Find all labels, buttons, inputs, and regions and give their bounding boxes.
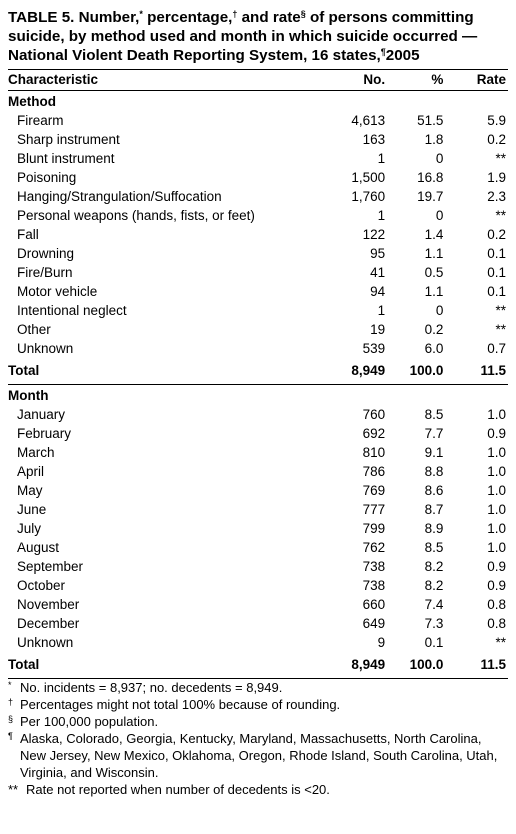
total-rate: 11.5 (443, 652, 508, 679)
table-row (8, 424, 508, 443)
table-row (8, 263, 508, 282)
row-label: Intentional neglect (17, 303, 127, 318)
cell-no: 769 (362, 483, 386, 498)
cell-no: 163 (362, 132, 386, 147)
cell-no: 95 (370, 246, 386, 261)
cell-no: 762 (362, 540, 386, 555)
table-row (8, 462, 508, 481)
cell-rate: 0.9 (487, 426, 506, 441)
footnote-marker: * (8, 680, 12, 690)
footnote (8, 713, 508, 730)
title-footnote-marker: § (300, 9, 306, 19)
row-label: Motor vehicle (17, 284, 98, 299)
cell-rate: 0.1 (487, 284, 506, 299)
row-label: February (17, 426, 72, 441)
footnote-text: Per 100,000 population. (20, 714, 159, 729)
total-label: Total (8, 358, 313, 385)
cell-pct: 0.2 (424, 322, 444, 337)
table-title (8, 8, 508, 65)
cell-no: 660 (362, 597, 386, 612)
cell-no: 1,500 (351, 170, 386, 185)
cell-pct: 0.5 (424, 265, 444, 280)
cell-pct: 1.8 (424, 132, 444, 147)
cell-pct: 16.8 (417, 170, 444, 185)
cell-rate: ** (495, 322, 506, 337)
header-pct: % (385, 70, 443, 91)
row-label: September (17, 559, 84, 574)
cell-pct: 7.7 (424, 426, 444, 441)
table-row (8, 282, 508, 301)
total-label: Total (8, 652, 313, 679)
total-no: 8,949 (313, 358, 385, 385)
cell-no: 1 (377, 208, 386, 223)
table-row (8, 225, 508, 244)
footnote-text: Rate not reported when number of decedents is <20. (26, 782, 330, 797)
row-label: July (17, 521, 42, 536)
cell-no: 4,613 (351, 113, 386, 128)
footnote-text: No. incidents = 8,937; no. decedents = 8,949. (20, 680, 283, 695)
footnote-marker: § (8, 714, 14, 724)
table-row (8, 187, 508, 206)
cell-pct: 0.1 (424, 635, 444, 650)
cell-rate: 1.0 (487, 502, 506, 517)
table-row (8, 149, 508, 168)
cell-no: 1 (377, 303, 386, 318)
footnote (8, 679, 508, 696)
table-row (8, 339, 508, 358)
table-row (8, 576, 508, 595)
cell-no: 1,760 (351, 189, 386, 204)
footnote (8, 781, 508, 798)
cell-pct: 8.9 (424, 521, 444, 536)
cell-no: 738 (362, 578, 386, 593)
table-row (8, 538, 508, 557)
row-label: August (17, 540, 60, 555)
cell-rate: 0.7 (487, 341, 506, 356)
cell-rate: ** (495, 635, 506, 650)
cell-rate: 0.2 (487, 132, 506, 147)
row-label: Unknown (17, 635, 74, 650)
total-rate: 11.5 (443, 358, 508, 385)
row-label: March (17, 445, 55, 460)
title-footnote-marker: ¶ (380, 47, 386, 57)
total-pct: 100.0 (385, 652, 443, 679)
footnote-text: Alaska, Colorado, Georgia, Kentucky, Maryland, Massachusetts, North Carolina, New Jersey, New Mexico, Oklahoma, Oregon, Rhode Island, South Carolina, Utah, Virginia, and Wisconsin. (20, 731, 498, 780)
footnote (8, 730, 508, 781)
cell-pct: 1.1 (424, 246, 444, 261)
cell-rate: 5.9 (487, 113, 506, 128)
row-label: Sharp instrument (17, 132, 120, 147)
footnote-marker: ** (8, 782, 19, 797)
table-row (8, 614, 508, 633)
cell-rate: 0.1 (487, 265, 506, 280)
cell-no: 777 (362, 502, 386, 517)
cell-pct: 1.1 (424, 284, 444, 299)
table-row (8, 500, 508, 519)
total-no: 8,949 (313, 652, 385, 679)
cell-no: 19 (370, 322, 386, 337)
header-row (8, 70, 508, 91)
cell-pct: 8.2 (424, 578, 444, 593)
table-row (8, 301, 508, 320)
cell-no: 799 (362, 521, 386, 536)
cell-rate: 1.0 (487, 445, 506, 460)
table-row (8, 111, 508, 130)
section-label: Method (8, 93, 56, 109)
total-pct: 100.0 (385, 358, 443, 385)
cell-pct: 7.4 (424, 597, 444, 612)
data-table (8, 70, 508, 679)
row-label: Fall (17, 227, 39, 242)
cell-no: 760 (362, 407, 386, 422)
title-text: 2005 (385, 47, 420, 64)
row-label: November (17, 597, 80, 612)
table-row (8, 405, 508, 424)
cell-rate: 1.0 (487, 407, 506, 422)
cell-pct: 8.5 (424, 540, 444, 555)
cell-rate: ** (495, 151, 506, 166)
cell-rate: 0.8 (487, 597, 506, 612)
cell-rate: 0.9 (487, 578, 506, 593)
footnote (8, 696, 508, 713)
cell-no: 810 (362, 445, 386, 460)
title-text: TABLE 5. Number, (8, 9, 140, 26)
table-row (8, 481, 508, 500)
table-row (8, 206, 508, 225)
title-text: and rate (237, 9, 301, 26)
cell-rate: 1.0 (487, 521, 506, 536)
footnote-text: Percentages might not total 100% because of rounding. (20, 697, 341, 712)
cell-rate: 2.3 (487, 189, 506, 204)
cell-pct: 0 (435, 208, 444, 223)
table-row (8, 519, 508, 538)
cell-rate: ** (495, 303, 506, 318)
cell-rate: 1.0 (487, 464, 506, 479)
row-label: Poisoning (17, 170, 77, 185)
cell-rate: 0.8 (487, 616, 506, 631)
total-row (8, 652, 508, 679)
table-row (8, 633, 508, 652)
row-label: Firearm (17, 113, 64, 128)
cell-no: 692 (362, 426, 386, 441)
cell-no: 9 (377, 635, 386, 650)
row-label: January (17, 407, 66, 422)
title-text: of persons committing suicide, by method used and month in which suicide occurred — National Violent Death Reporting System, 16 states, (8, 9, 478, 64)
row-label: April (17, 464, 45, 479)
cell-pct: 7.3 (424, 616, 444, 631)
cell-no: 94 (370, 284, 386, 299)
section-label: Month (8, 387, 49, 403)
row-label: Unknown (17, 341, 74, 356)
cell-pct: 8.5 (424, 407, 444, 422)
row-label: Personal weapons (hands, fists, or feet) (17, 208, 255, 223)
row-label: Blunt instrument (17, 151, 115, 166)
footnotes (8, 679, 508, 798)
total-row (8, 358, 508, 385)
cell-pct: 1.4 (424, 227, 444, 242)
table-row (8, 320, 508, 339)
cell-pct: 19.7 (417, 189, 444, 204)
cell-no: 41 (370, 265, 386, 280)
row-label: Fire/Burn (17, 265, 73, 280)
cell-pct: 8.7 (424, 502, 444, 517)
header-rate: Rate (443, 70, 508, 91)
title-text: percentage, (142, 9, 233, 26)
row-label: Drowning (17, 246, 75, 261)
cell-no: 738 (362, 559, 386, 574)
table-row (8, 244, 508, 263)
cell-pct: 0 (435, 303, 444, 318)
cell-pct: 0 (435, 151, 444, 166)
row-label: May (17, 483, 43, 498)
header-characteristic: Characteristic (8, 70, 313, 91)
table-row (8, 595, 508, 614)
cell-rate: 0.1 (487, 246, 506, 261)
section-month (8, 385, 508, 406)
cell-rate: 1.0 (487, 540, 506, 555)
section-method (8, 91, 508, 112)
title-footnote-marker: * (139, 9, 143, 19)
footnote-marker: ¶ (8, 731, 13, 741)
cell-no: 649 (362, 616, 386, 631)
cell-pct: 8.8 (424, 464, 444, 479)
cell-pct: 9.1 (424, 445, 444, 460)
footnote-marker: † (8, 697, 14, 707)
cell-pct: 8.6 (424, 483, 444, 498)
row-label: December (17, 616, 80, 631)
header-no: No. (313, 70, 385, 91)
table-row (8, 130, 508, 149)
cell-no: 122 (362, 227, 386, 242)
title-footnote-marker: † (232, 9, 238, 19)
table-row (8, 168, 508, 187)
row-label: October (17, 578, 66, 593)
row-label: Hanging/Strangulation/Suffocation (17, 189, 222, 204)
cell-no: 1 (377, 151, 386, 166)
cell-rate: 0.2 (487, 227, 506, 242)
cell-pct: 51.5 (417, 113, 444, 128)
cell-pct: 6.0 (424, 341, 444, 356)
cell-rate: 1.0 (487, 483, 506, 498)
cell-rate: 1.9 (487, 170, 506, 185)
cell-no: 786 (362, 464, 386, 479)
cell-rate: ** (495, 208, 506, 223)
cell-no: 539 (362, 341, 386, 356)
cell-rate: 0.9 (487, 559, 506, 574)
row-label: June (17, 502, 47, 517)
cell-pct: 8.2 (424, 559, 444, 574)
table-row (8, 443, 508, 462)
table-row (8, 557, 508, 576)
row-label: Other (17, 322, 51, 337)
